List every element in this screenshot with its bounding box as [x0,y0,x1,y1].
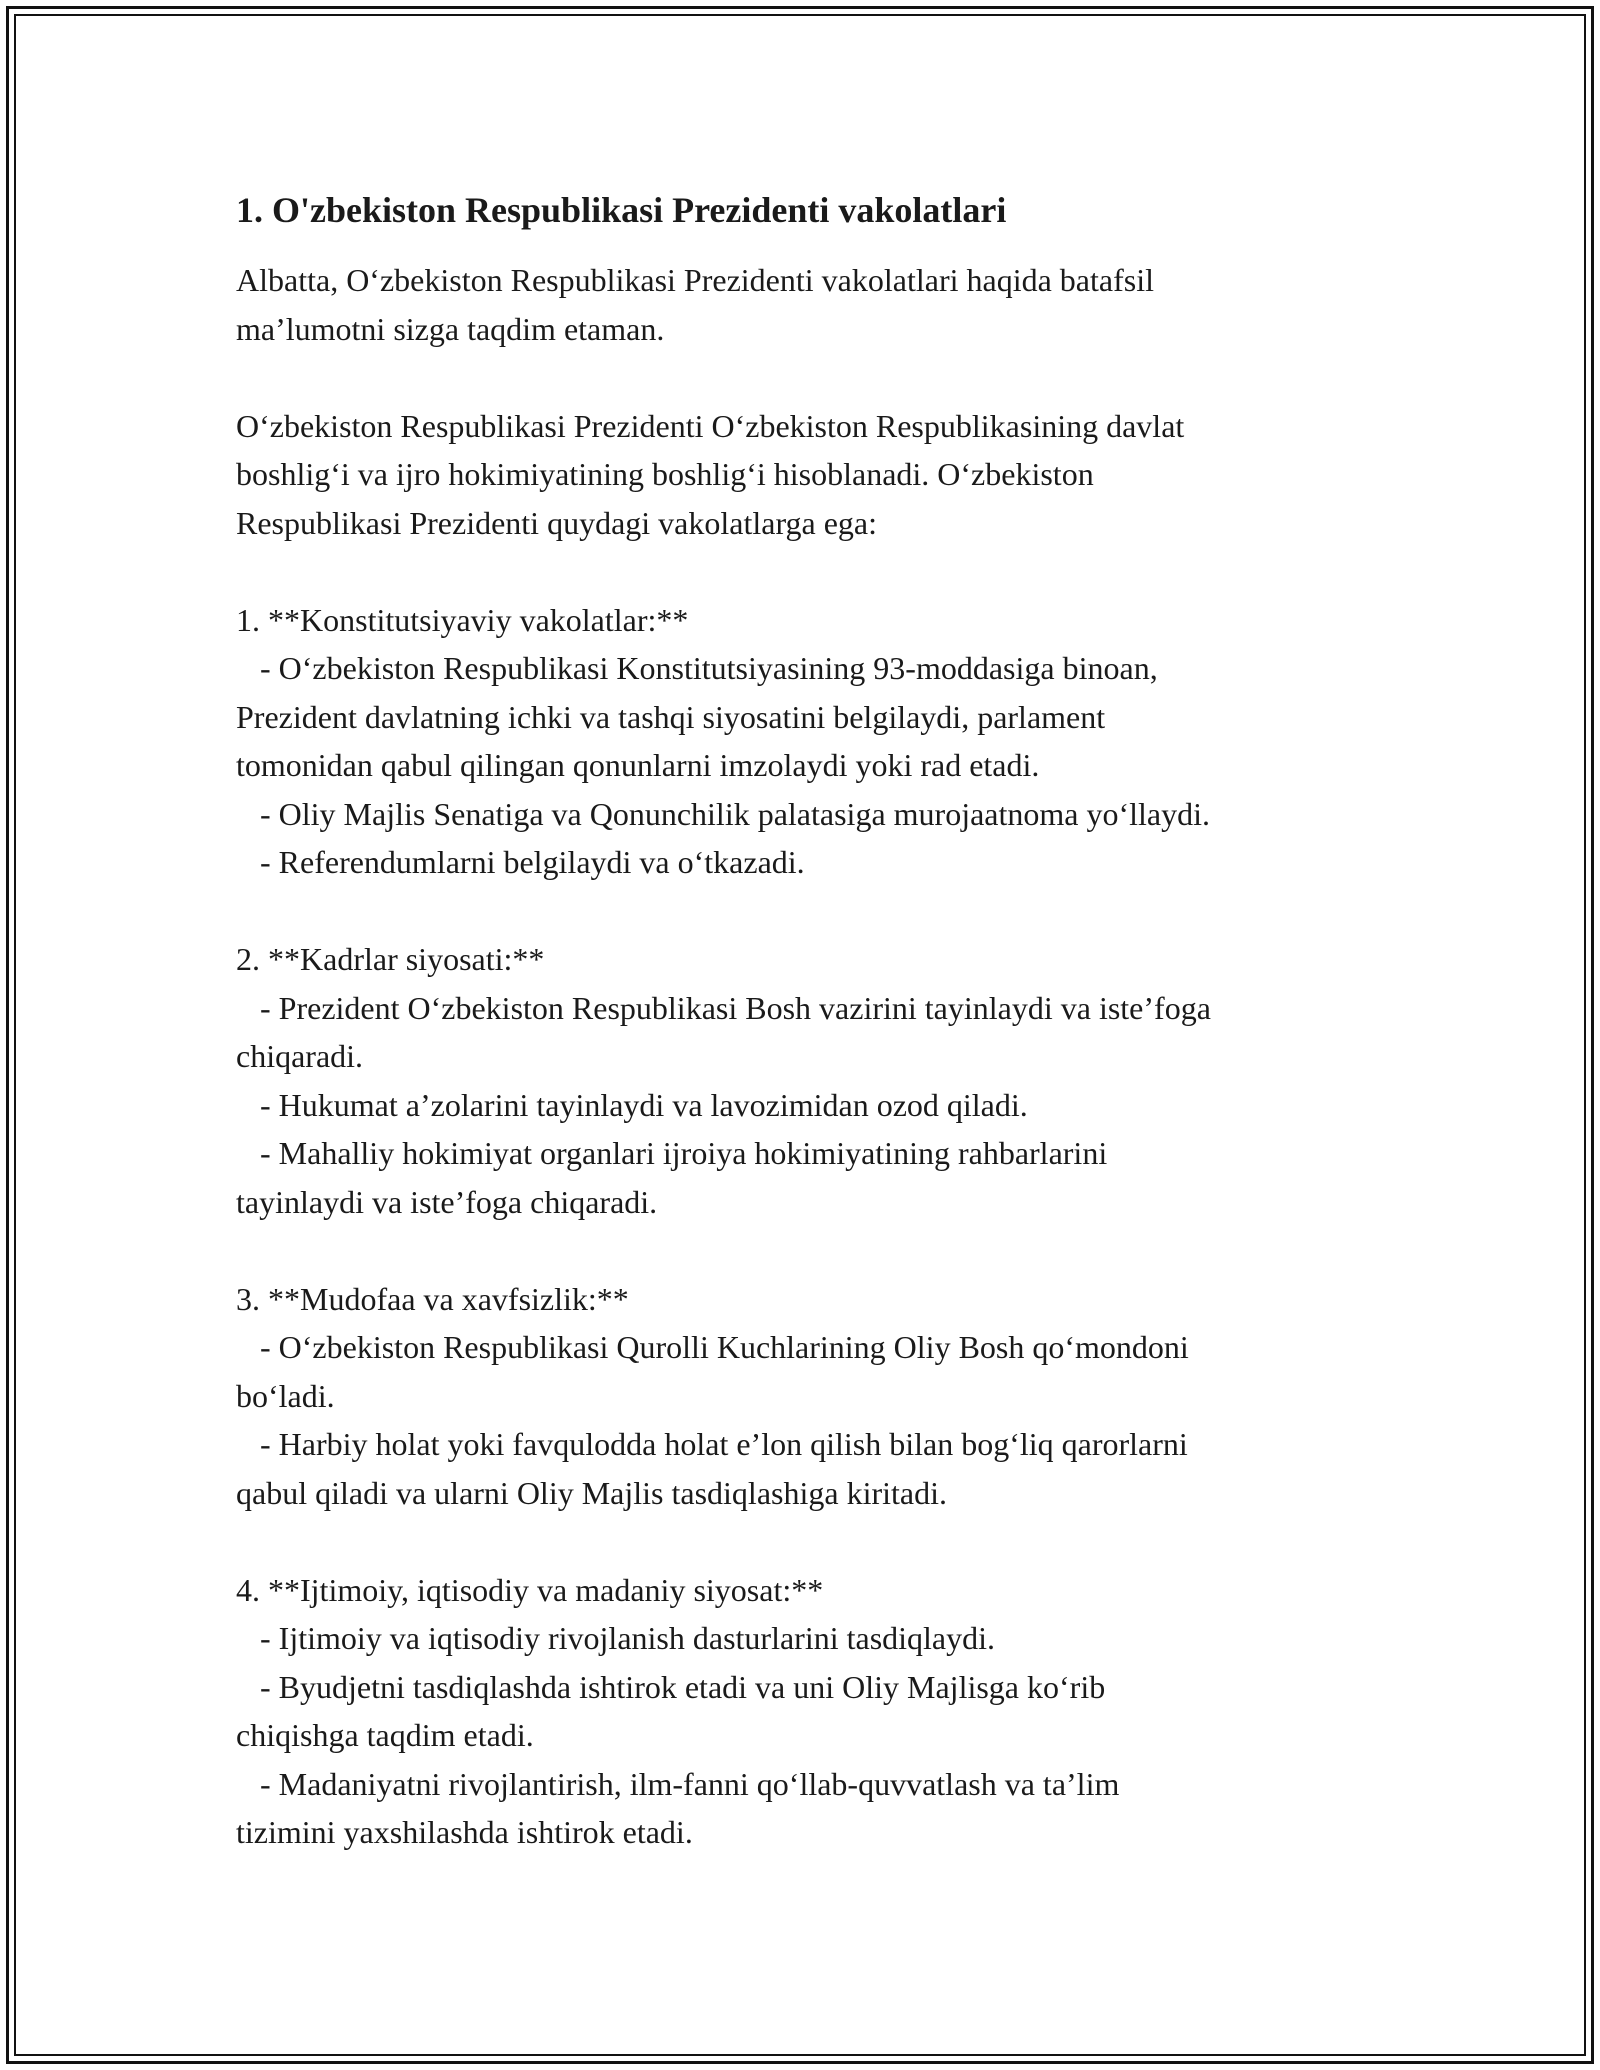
text-line: ma’lumotni sizga taqdim etaman. [236,310,665,347]
section-heading: 2. **Kadrlar siyosati:** [236,941,545,977]
section-heading: 1. **Konstitutsiyaviy vakolatlar:** [236,601,689,638]
list-item: - Referendumlarni belgilaydi va o‘tkazadi. [236,844,805,880]
section-personnel-policy [236,935,1386,1226]
section-heading: 4. **Ijtimoiy, iqtisodiy va madaniy siyosat:** [236,1571,824,1608]
text-line: tayinlaydi va iste’foga chiqaradi. [236,1183,658,1220]
text-line: Prezident davlatning ichki va tashqi siyosatini belgilaydi, parlament [236,698,1106,735]
section-constitutional-powers [236,596,1386,887]
text-line: Albatta, O‘zbekiston Respublikasi Prezidenti vakolatlari haqida batafsil [236,262,1154,298]
text-line: tizimini yaxshilashda ishtirok etadi. [236,1814,693,1850]
list-item: - Harbiy holat yoki favqulodda holat e’lon qilish bilan bog‘liq qarorlarni [236,1426,1188,1462]
text-line: O‘zbekiston Respublikasi Prezidenti O‘zbekiston Respublikasining davlat [236,407,1185,444]
text-line: bo‘ladi. [236,1377,335,1414]
document-title: 1. O'zbekiston Respublikasi Prezidenti vakolatlari [236,190,1007,230]
text-line: qabul qiladi va ularni Oliy Majlis tasdiqlashiga kiritadi. [236,1474,947,1511]
list-item: - Ijtimoiy va iqtisodiy rivojlanish dasturlarini tasdiqlaydi. [236,1620,996,1656]
list-item: - Hukumat a’zolarini tayinlaydi va lavozimidan ozod qiladi. [236,1086,1028,1123]
overview-paragraph [236,402,1386,548]
section-heading: 3. **Mudofaa va xavfsizlik:** [236,1280,629,1317]
text-line: tomonidan qabul qilingan qonunlarni imzolaydi yoki rad etadi. [236,747,1040,783]
list-item: - Byudjetni tasdiqlashda ishtirok etadi va uni Oliy Majlisga ko‘rib [236,1668,1106,1705]
document-body [236,186,1386,1905]
section-social-economic-cultural [236,1566,1386,1857]
text-line: chiqaradi. [236,1038,364,1074]
text-line: chiqishga taqdim etadi. [236,1717,534,1753]
list-item: - O‘zbekiston Respublikasi Konstitutsiyasining 93-moddasiga binoan, [236,650,1158,686]
text-line: Respublikasi Prezidenti quydagi vakolatlarga ega: [236,504,878,541]
intro-paragraph [236,256,1386,353]
list-item: - Madaniyatni rivojlantirish, ilm-fanni qo‘llab-quvvatlash va ta’lim [236,1765,1120,1802]
section-defense-security [236,1275,1386,1518]
list-item: - Prezident O‘zbekiston Respublikasi Bosh vazirini tayinlaydi va iste’foga [236,989,1211,1026]
text-line: boshlig‘i va ijro hokimiyatining boshlig‘i hisoblanadi. O‘zbekiston [236,456,1094,492]
list-item: - O‘zbekiston Respublikasi Qurolli Kuchlarining Oliy Bosh qo‘mondoni [236,1329,1189,1365]
list-item: - Oliy Majlis Senatiga va Qonunchilik palatasiga murojaatnoma yo‘llaydi. [236,795,1210,832]
list-item: - Mahalliy hokimiyat organlari ijroiya hokimiyatining rahbarlarini [236,1135,1108,1171]
